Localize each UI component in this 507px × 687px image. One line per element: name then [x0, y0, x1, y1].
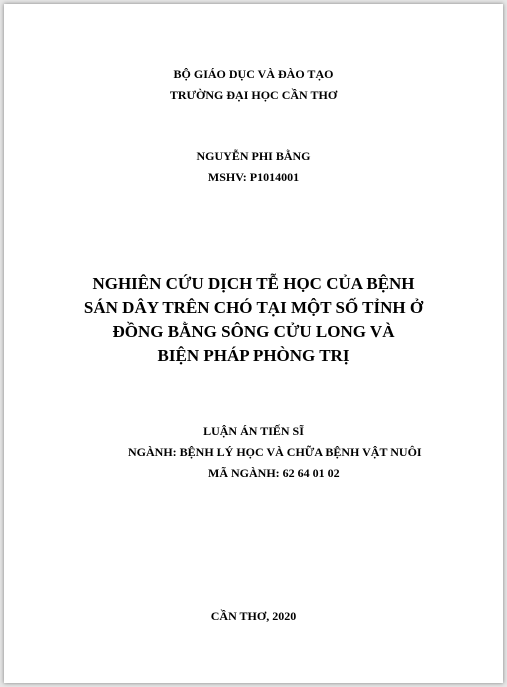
- student-id: MSHV: P1014001: [207, 170, 300, 184]
- thesis-type: LUẬN ÁN TIẾN SĨ: [203, 424, 304, 438]
- ministry-name: BỘ GIÁO DỤC VÀ ĐÀO TẠO: [173, 67, 334, 81]
- thesis-major-code: MÃ NGÀNH: 62 64 01 02: [208, 466, 340, 480]
- thesis-title-line-4: BIỆN PHÁP PHÒNG TRỊ: [157, 346, 350, 365]
- thesis-title-line-1: NGHIÊN CỨU DỊCH TỄ HỌC CỦA BỆNH: [92, 274, 415, 293]
- university-name: TRƯỜNG ĐẠI HỌC CẦN THƠ: [169, 88, 338, 102]
- document-page: [4, 4, 503, 683]
- thesis-title-line-2: SÁN DÂY TRÊN CHÓ TẠI MỘT SỐ TỈNH Ở: [83, 298, 424, 317]
- thesis-major: NGÀNH: BỆNH LÝ HỌC VÀ CHỮA BỆNH VẬT NUÔI: [128, 445, 422, 459]
- author-name: NGUYỄN PHI BẰNG: [196, 149, 311, 163]
- place-and-year: CẦN THƠ, 2020: [210, 609, 297, 623]
- thesis-title-line-3: ĐỒNG BẰNG SÔNG CỬU LONG VÀ: [112, 322, 395, 341]
